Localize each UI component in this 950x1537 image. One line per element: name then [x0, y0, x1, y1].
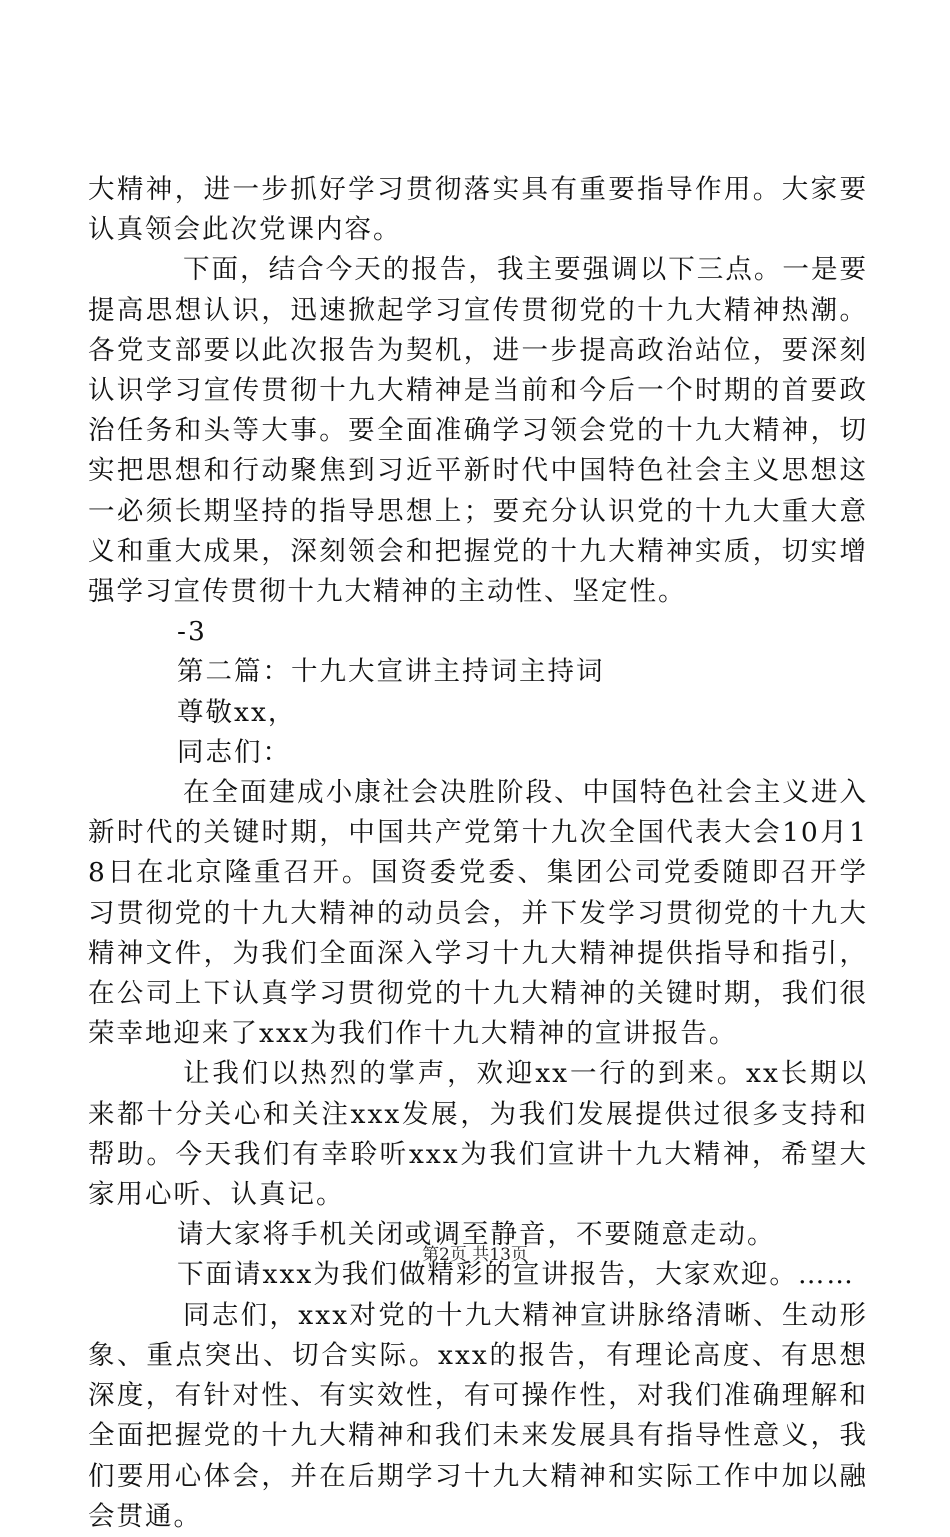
paragraph-welcome: 让我们以热烈的掌声，欢迎xx一行的到来。xx长期以来都十分关心和关注xxx发展，为我们发展提供过很多支持和帮助。今天我们有幸聆听xxx为我们宣讲十九大精神，希望大家用心听、认真记。 — [88, 1058, 868, 1211]
paragraph-continuation: 大精神，进一步抓好学习贯彻落实具有重要指导作用。大家要认真领会此次党课内容。 — [88, 174, 868, 246]
paragraph-invite: 下面请xxx为我们做精彩的宣讲报告，大家欢迎。…… — [177, 1259, 855, 1291]
salutation: 尊敬xx， — [177, 696, 297, 728]
paragraph-closing: 同志们，xxx对党的十九大精神宣讲脉络清晰、生动形象、重点突出、切合实际。xxx的报告，有理论高度、有思想深度，有针对性、有实效性，有可操作性，对我们准确理解和全面把握党的十九大精神和我们未来发展具有指导性意义，我们要用心体会，并在后期学习十九大精神和实际工作中加以融会贯通。 — [88, 1299, 868, 1532]
paragraph-three-points: 下面，结合今天的报告，我主要强调以下三点。一是要提高思想认识，迅速掀起学习宣传贯彻党的十九大精神热潮。各党支部要以此次报告为契机，进一步提高政治站位，要深刻认识学习宣传贯彻十九大精神是当前和今后一个时期的首要政治任务和头等大事。要全面准确学习领会党的十九大精神，切实把思想和行动聚焦到习近平新时代中国特色社会主义思想这一必须长期坚持的指导思想上；要充分认识党的十九大重大意义和重大成果，深刻领会和把握党的十九大精神实质，切实增强学习宣传贯彻十九大精神的主动性、坚定性。 — [88, 254, 868, 608]
document-body — [88, 170, 868, 1537]
section-heading: 第二篇：十九大宣讲主持词主持词 — [177, 656, 605, 688]
paragraph-background: 在全面建成小康社会决胜阶段、中国特色社会主义进入新时代的关键时期，中国共产党第十九次全国代表大会10月18日在北京隆重召开。国资委党委、集团公司党委随即召开学习贯彻党的十九大精神的动员会，并下发学习贯彻党的十九大精神文件，为我们全面深入学习十九大精神提供指导和指引，在公司上下认真学习贯彻党的十九大精神的关键时期，我们很荣幸地迎来了xxx为我们作十九大精神的宣讲报告。 — [88, 777, 868, 1050]
paragraph-phones-notice: 请大家将手机关闭或调至静音，不要随意走动。 — [177, 1219, 776, 1251]
greeting: 同志们： — [177, 736, 291, 768]
page-footer — [0, 1243, 950, 1267]
page-marker: -3 — [177, 616, 207, 648]
page-indicator: 第2页 共13页 — [422, 1245, 528, 1265]
